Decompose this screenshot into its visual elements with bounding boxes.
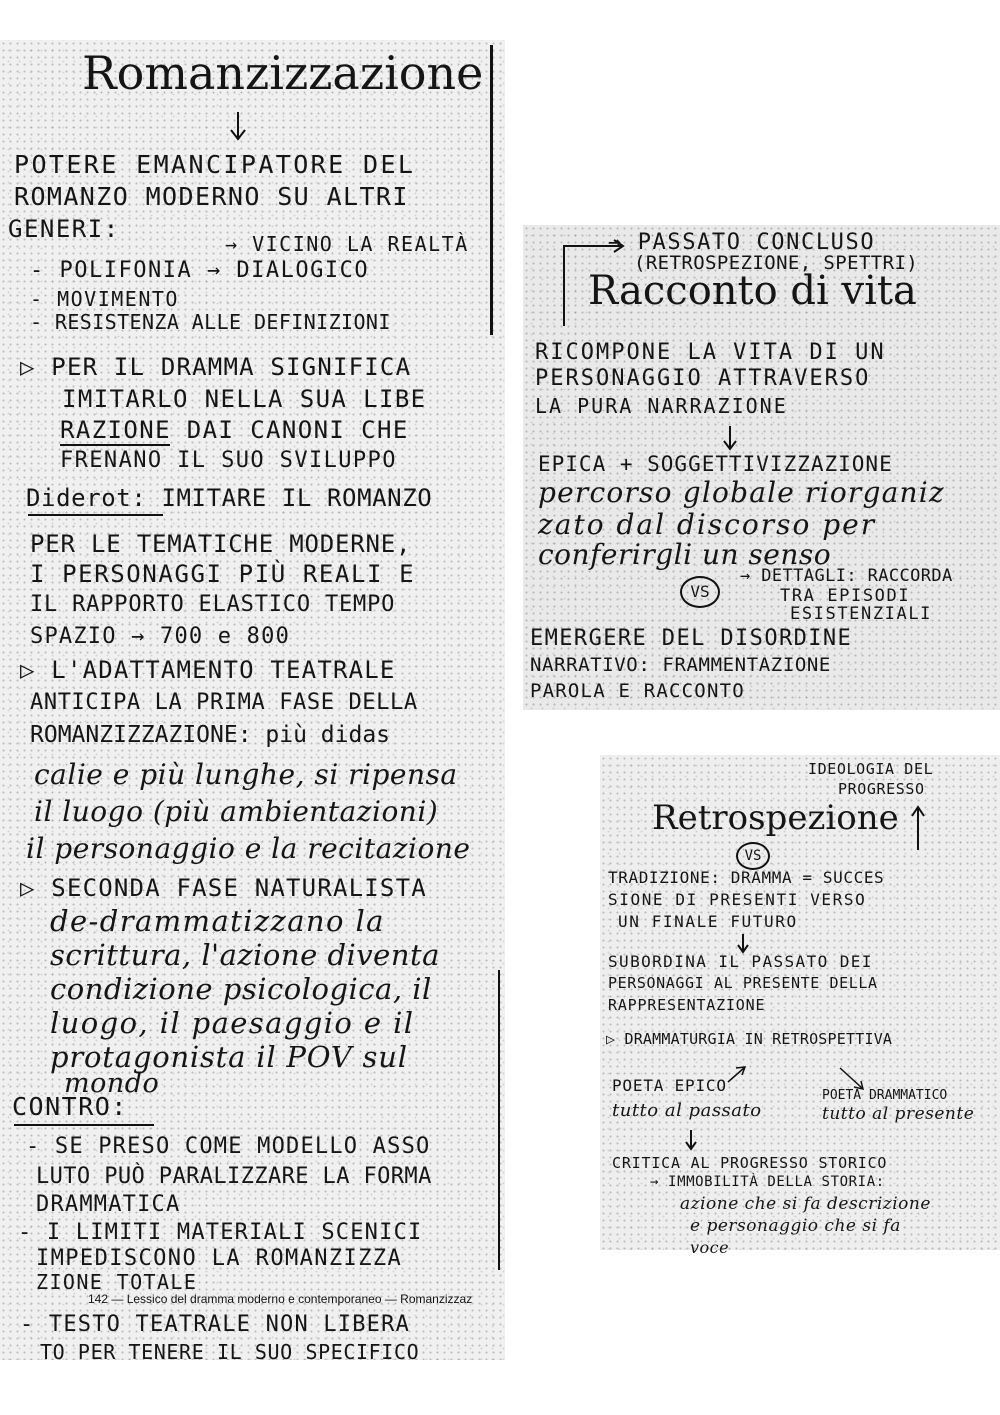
left-line: SPAZIO → 700 e 800 xyxy=(30,624,291,649)
left-line: POTERE EMANCIPATORE DEL xyxy=(14,150,416,179)
poeta-arrows-icon xyxy=(700,1062,880,1092)
left-line: calie e più lunghe, si ripensa xyxy=(34,758,458,791)
left-line: il luogo (più ambientazioni) xyxy=(34,795,439,828)
retro-line: azione che si fa descrizione xyxy=(680,1194,931,1214)
left-line: → VICINO LA REALTÀ xyxy=(225,232,469,256)
retro-line: TRADIZIONE: DRAMMA = SUCCES xyxy=(608,868,885,887)
left-card-right-border xyxy=(490,45,493,335)
ideologia-note: IDEOLOGIA DEL xyxy=(808,760,934,778)
racconto-line: zato dal discorso per xyxy=(538,508,877,541)
retro-line: e personaggio che si fa xyxy=(690,1216,901,1236)
racconto-line: PERSONAGGIO ATTRAVERSO xyxy=(535,366,871,391)
vs-label: VS xyxy=(690,582,710,601)
retrospezione-note: (RETROSPEZIONE, SPETTRI) xyxy=(634,252,919,274)
retro-line: RAPPRESENTAZIONE xyxy=(608,996,766,1014)
left-line: ▷ L'ADATTAMENTO TEATRALE xyxy=(20,656,396,684)
retro-line: CRITICA AL PROGRESSO STORICO xyxy=(612,1154,888,1172)
left-line: - I LIMITI MATERIALI SCENICI xyxy=(18,1220,423,1245)
racconto-line: → DETTAGLI: RACCORDA xyxy=(740,566,953,586)
left-line: - RESISTENZA ALLE DEFINIZIONI xyxy=(30,310,391,334)
retro-line: PERSONAGGI AL PRESENTE DELLA xyxy=(608,974,878,992)
left-line: protagonista il POV sul xyxy=(50,1040,408,1074)
title-down-arrow-icon xyxy=(228,112,248,142)
retro-line: ▷ DRAMMATURGIA IN RETROSPETTIVA xyxy=(606,1030,893,1048)
left-line: de-drammatizzano la xyxy=(50,904,385,938)
left-line: DRAMMATICA xyxy=(36,1192,181,1217)
retro-line: UN FINALE FUTURO xyxy=(618,912,798,931)
retro-line: voce xyxy=(690,1238,730,1257)
racconto-line: EMERGERE DEL DISORDINE xyxy=(530,626,853,651)
racconto-line: PAROLA E RACCONTO xyxy=(530,680,745,702)
racconto-line: TRA EPISODI xyxy=(780,586,911,606)
left-line: ANTICIPA LA PRIMA FASE DELLA xyxy=(30,690,418,715)
retro-line: POETA DRAMMATICO xyxy=(822,1088,948,1103)
diderot-line: Diderot: IMITARE IL ROMANZO xyxy=(26,484,433,512)
left-line: - MOVIMENTO xyxy=(30,287,179,311)
retro-down-arrow-icon xyxy=(736,934,750,954)
left-line: PER LE TEMATICHE MODERNE, xyxy=(30,530,412,558)
left-line: RAZIONE DAI CANONI CHE xyxy=(60,416,409,444)
left-line: TO PER TENERE IL SUO SPECIFICO xyxy=(40,1340,420,1364)
left-line: I PERSONAGGI PIÙ REALI E xyxy=(30,560,416,588)
progresso-note: PROGRESSO xyxy=(838,780,925,798)
left-line: LUTO PUÒ PARALIZZARE LA FORMA xyxy=(36,1164,432,1189)
left-line: IMITARLO NELLA SUA LIBE xyxy=(62,385,427,413)
left-line: FRENANO IL SUO SVILUPPO xyxy=(60,448,397,473)
left-line: ▷ SECONDA FASE NATURALISTA xyxy=(20,874,427,902)
racconto-line: ESISTENZIALI xyxy=(790,604,933,624)
retro-line: tutto al passato xyxy=(612,1100,762,1121)
racconto-line: RICOMPONE LA VITA DI UN xyxy=(535,340,886,365)
racconto-line: LA PURA NARRAZIONE xyxy=(535,394,788,418)
underline xyxy=(60,444,170,446)
left-line: - POLIFONIA → DIALOGICO xyxy=(30,258,370,283)
vs-badge xyxy=(736,842,770,870)
vs-label: VS xyxy=(744,848,762,864)
left-line: ROMANZO MODERNO SU ALTRI xyxy=(14,182,409,211)
vs-badge xyxy=(680,576,720,608)
racconto-down-arrow-icon xyxy=(722,426,738,452)
racconto-line: EPICA + SOGGETTIVIZZAZIONE xyxy=(538,452,893,476)
left-title: Romanzizzazione xyxy=(82,46,484,100)
page-footer: 142 — Lessico del dramma moderno e contemporaneo — Romanzizzaz xyxy=(88,1292,473,1306)
left-line: luogo, il paesaggio e il xyxy=(50,1006,415,1040)
racconto-line: NARRATIVO: FRAMMENTAZIONE xyxy=(530,654,831,676)
left-line: - SE PRESO COME MODELLO ASSO xyxy=(26,1134,431,1159)
left-line: GENERI: xyxy=(8,215,120,243)
racconto-line: conferirgli un senso xyxy=(538,538,832,571)
retro-line: SIONE DI PRESENTI VERSO xyxy=(608,890,867,909)
left-line: ZIONE TOTALE xyxy=(36,1270,198,1294)
left-line: - TESTO TEATRALE NON LIBERA xyxy=(20,1312,411,1337)
retro-line: POETA EPICO xyxy=(612,1076,727,1095)
retro-line: SUBORDINA IL PASSATO DEI xyxy=(608,952,873,971)
retro-line: → IMMOBILITÀ DELLA STORIA: xyxy=(650,1174,885,1190)
left-line: ROMANZIZZAZIONE: più didas xyxy=(30,722,391,748)
retrospezione-title: Retrospezione xyxy=(652,798,899,838)
left-card-right-border-lower xyxy=(498,970,500,1270)
diderot-underline xyxy=(28,514,163,516)
contro-underline xyxy=(14,1124,154,1126)
critica-down-arrow-icon xyxy=(684,1130,698,1152)
left-line: condizione psicologica, il xyxy=(50,972,432,1006)
contro-heading: CONTRO: xyxy=(12,1092,128,1121)
passato-note: → PASSATO CONCLUSO xyxy=(608,230,876,255)
left-line: IMPEDISCONO LA ROMANZIZZA xyxy=(36,1246,403,1271)
ideologia-up-arrow-icon xyxy=(910,806,926,850)
retro-line: tutto al presente xyxy=(822,1104,975,1124)
racconto-line: percorso globale riorganiz xyxy=(538,476,945,509)
left-line: mondo xyxy=(64,1068,160,1099)
left-line: ▷ PER IL DRAMMA SIGNIFICA xyxy=(20,353,412,381)
racconto-title: Racconto di vita xyxy=(588,268,917,314)
left-line: scrittura, l'azione diventa xyxy=(50,938,440,972)
left-line: il personaggio e la recitazione xyxy=(26,832,471,865)
left-line: IL RAPPORTO ELASTICO TEMPO xyxy=(30,592,396,617)
